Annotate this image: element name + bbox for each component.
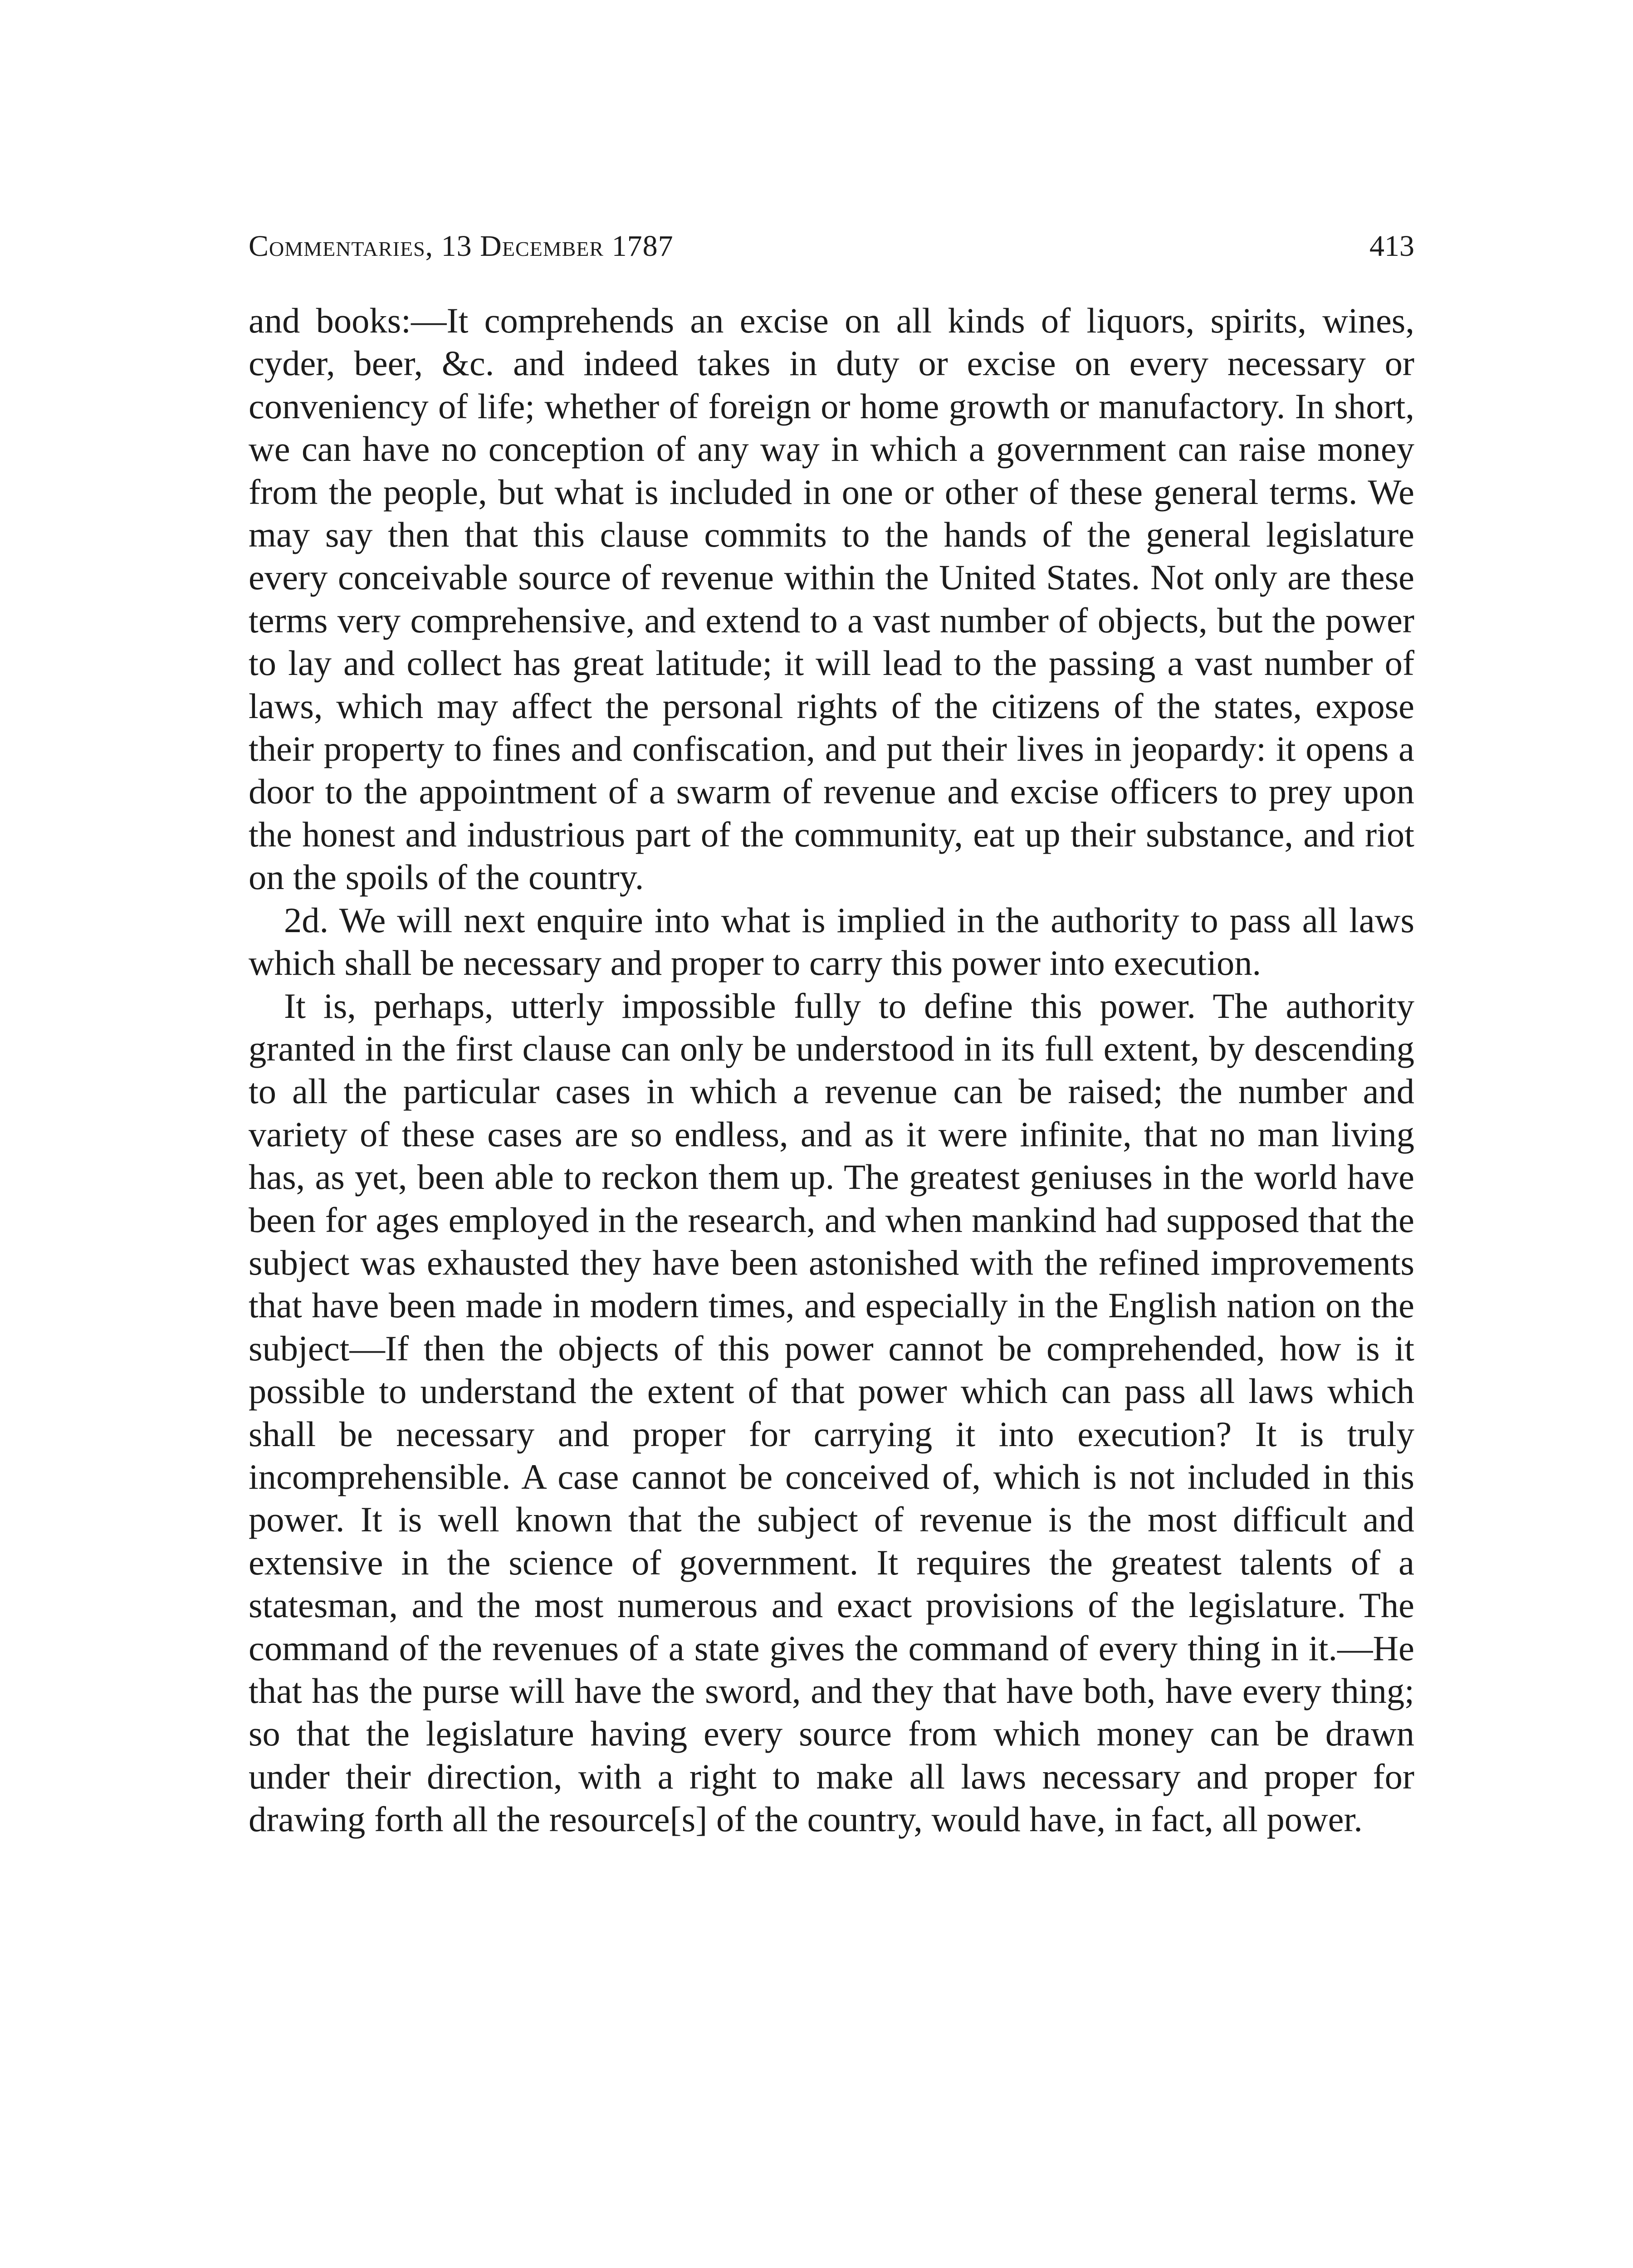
page-header: [249, 221, 1414, 271]
page-number: 413: [1369, 230, 1414, 263]
paragraph-second-inquiry: 2d. We will next enquire into what is implied in the authority to pass all laws which shall be necessary and proper to carry this power into execution.: [249, 900, 1414, 983]
paragraph-continued: and books:—It comprehends an excise on all kinds of liquors, spirits, wines, cyder, beer, &c. and indeed takes in duty or excise on every necessary or conveniency of life; whether of foreign or home growth or manufactory. In short, we can have no conception of any way in which a government can raise money from the people, but what is included in one or other of these general terms. We may say then that this clause commits to the hands of the general legislature every conceivable source of revenue within the United States. Not only are these terms very comprehensive, and extend to a vast number of objects, but the power to lay and collect has great latitude; it will lead to the passing a vast number of laws, which may affect the personal rights of the citizens of the states, expose their property to fines and confiscation, and put their lives in jeopardy: it opens a door to the appointment of a swarm of revenue and excise officers to prey upon the honest and industrious part of the community, eat up their substance, and riot on the spoils of the country.: [249, 301, 1414, 897]
paragraph-power-definition: It is, perhaps, utterly impossible fully to define this power. The authority granted in the first clause can only be understood in its full extent, by descending to all the particular cases in which a revenue can be raised; the number and variety of these cases are so endless, and as it were infinite, that no man living has, as yet, been able to reckon them up. The greatest geniuses in the world have been for ages employed in the research, and when mankind had supposed that the subject was exhausted they have been astonished with the refined improvements that have been made in modern times, and especially in the English nation on the subject—If then the objects of this power cannot be comprehended, how is it possible to understand the extent of that power which can pass all laws which shall be necessary and proper for carrying it into execution? It is truly incomprehensible. A case cannot be conceived of, which is not included in this power. It is well known that the subject of revenue is the most difficult and extensive in the science of government. It requires the greatest talents of a statesman, and the most numerous and exact provisions of the legislature. The command of the revenues of a state gives the command of every thing in it.—He that has the purse will have the sword, and they that have both, have every thing; so that the legislature having every source from which money can be drawn under their direction, with a right to make all laws necessary and proper for drawing forth all the resource[s] of the country, would have, in fact, all power.: [249, 986, 1414, 1839]
page-body: [249, 299, 1414, 1841]
running-head: Commentaries, 13 December 1787: [249, 230, 674, 263]
